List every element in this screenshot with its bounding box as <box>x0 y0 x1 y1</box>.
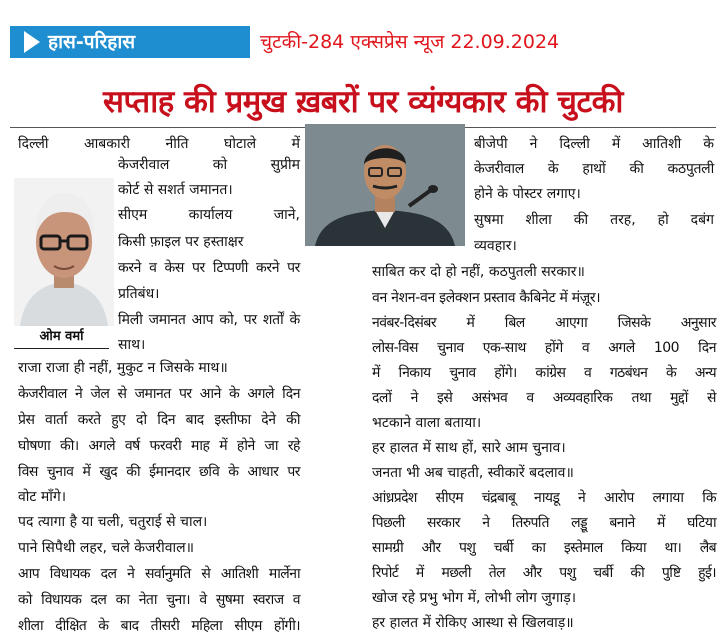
left-line: कोर्ट से सशर्त जमानत। <box>118 182 233 198</box>
arrow-icon <box>24 31 40 53</box>
left-line: शीला दीक्षित के बाद तीसरी महिला सीएम होंगी। <box>18 618 300 634</box>
right-line: आंध्रप्रदेश सीएम चंद्रबाबू नायडू ने आरोप लगाया कि <box>372 490 716 506</box>
right-line: होने के पोस्टर लगाए। <box>474 186 581 202</box>
right-line: व्यवहार। <box>474 238 517 254</box>
left-line: करने व केस पर टिप्पणी करने पर <box>118 260 300 276</box>
left-line: सीएम कार्यालय जाने, <box>118 207 300 223</box>
page-title: सप्ताह की प्रमुख ख़बरों पर व्यंग्यकार की चुटकी <box>103 84 623 120</box>
author-portrait-icon <box>14 178 114 326</box>
left-line: केजरीवाल ने जेल से जमानत पर आने के अगले दिन <box>18 386 300 402</box>
right-line: सुषमा शीला की तरह, हो दबंग <box>474 212 714 228</box>
right-line: नवंबर-दिसंबर में बिल आएगा जिसके अनुसार <box>372 315 716 331</box>
left-line: मिली जमानत आप को, पर शर्तों के <box>118 312 300 328</box>
right-line: लोस-विस चुनाव एक-साथ होंगे व अगले 100 दिन <box>372 340 716 356</box>
right-line: पिछली सरकार ने तिरुपति लड्डू बनाने में घटिया <box>372 515 716 531</box>
right-line: भटकाने वाला बताया। <box>372 415 482 431</box>
right-line: हर हालत में साथ हों, सारे आम चुनाव। <box>372 440 566 456</box>
left-line: प्रतिबंध। <box>118 286 160 302</box>
left-line: पद त्यागा है या चली, चतुराई से चाल। <box>18 514 208 530</box>
author-caption: ओम वर्मा <box>14 326 109 349</box>
left-line: वोट माँगे। <box>18 489 67 505</box>
left-line: राजा राजा ही नहीं, मुकुट न जिसके माथ॥ <box>18 360 228 376</box>
left-line: पाने सिपैथी लहर, चले केजरीवाल॥ <box>18 540 195 556</box>
left-line: आप विधायक दल ने सर्वानुमति से आतिशी मार्लेना <box>18 566 300 582</box>
right-line: साबित कर दो हो नहीं, कठपुतली सरकार॥ <box>372 264 585 280</box>
speaker-portrait-icon <box>305 124 465 246</box>
news-photo <box>305 124 465 246</box>
left-line: घोषणा की। अगले वर्ष फरवरी माह में होने जा रहे <box>18 438 300 454</box>
right-line: में निकाय चुनाव होंगे। कांग्रेस व गठबंधन के अन्य <box>372 365 716 381</box>
right-line: केजरीवाल के हाथों की कठपुतली <box>474 161 714 177</box>
right-line: बीजेपी ने दिल्ली में आतिशी के <box>474 136 714 152</box>
section-label: हास-परिहास <box>48 31 136 53</box>
left-line: प्रेस वार्ता करते हुए दो दिन बाद इस्तीफा देने की <box>18 412 300 428</box>
author-photo <box>14 178 114 326</box>
left-line: दिल्ली आबकारी नीति घोटाले में <box>18 136 300 152</box>
left-line: केजरीवाल को सुप्रीम <box>118 157 300 173</box>
right-line: रिपोर्ट में मछली तेल और पशु चर्बी की पुष्टि हुई। <box>372 565 716 581</box>
right-line: दलों ने इसे असंभव व अव्यवहारिक तथा मुद्दों से <box>372 390 716 406</box>
header <box>0 0 726 80</box>
left-line: विस चुनाव में खुद की ईमानदार छवि के आधार पर <box>18 464 300 480</box>
left-line: किसी फ़ाइल पर हस्ताक्षर <box>118 234 244 250</box>
left-line: साथ। <box>118 337 146 353</box>
section-tag <box>10 26 250 58</box>
right-line: खोज रहे प्रभु भोग में, लोभी लोग जुगाड़। <box>372 590 577 606</box>
edition-info: चुटकी-284 एक्सप्रेस न्यूज 22.09.2024 <box>260 31 560 53</box>
right-line: जनता भी अब चाहती, स्वीकारें बदलाव॥ <box>372 465 574 481</box>
right-line: सामग्री और पशु चर्बी का इस्तेमाल किया था। लैब <box>372 540 716 556</box>
left-line: को विधायक दल का नेता चुना। वे सुषमा स्वराज व <box>18 592 300 608</box>
right-line: हर हालत में रोकिए आस्था से खिलवाड़॥ <box>372 615 574 631</box>
right-line: वन नेशन-वन इलेक्शन प्रस्ताव कैबिनेट में मंज़ूर। <box>372 290 601 306</box>
